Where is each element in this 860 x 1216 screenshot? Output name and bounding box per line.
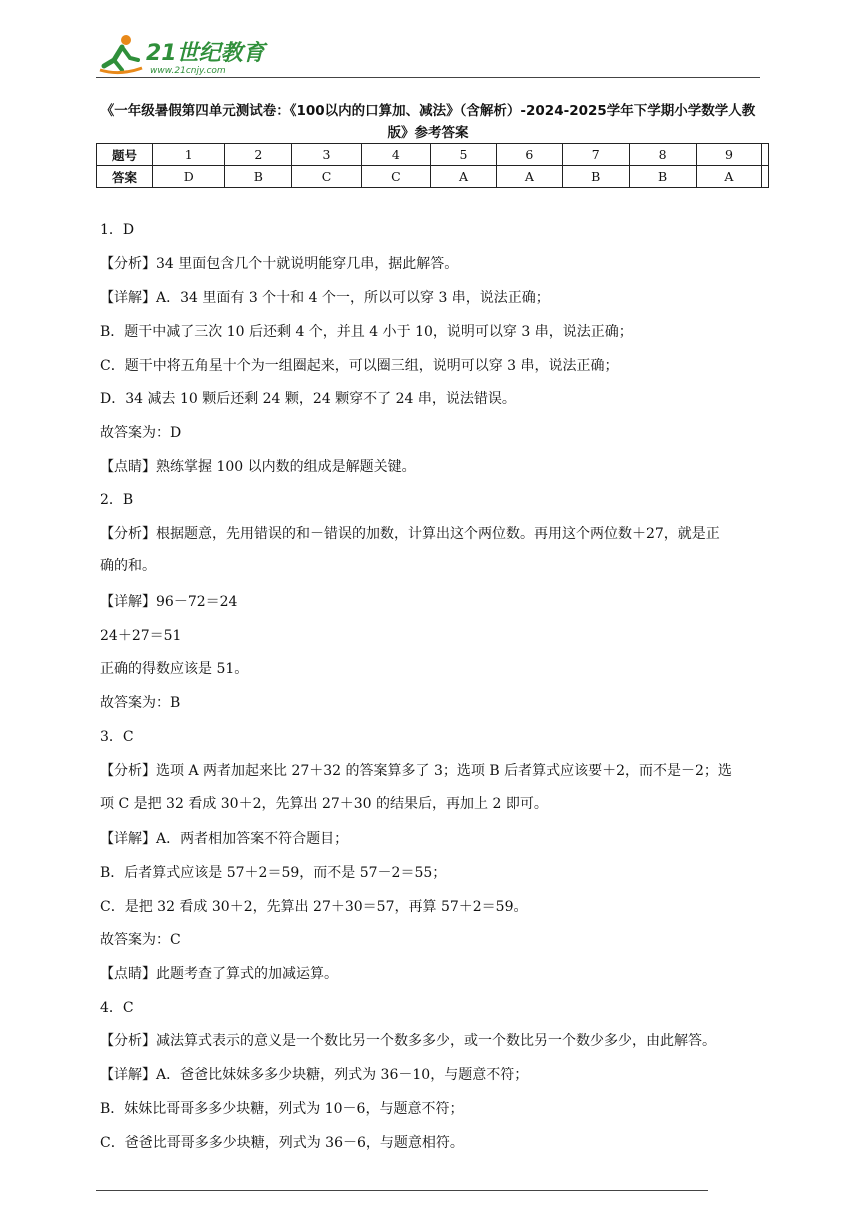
table-cell: B bbox=[629, 166, 696, 188]
site-logo bbox=[92, 30, 272, 78]
table-cell: B bbox=[225, 166, 292, 188]
table-row bbox=[97, 144, 769, 166]
detail-line: C．是把 32 看成 30＋2，先算出 27＋30＝57，再算 57＋2＝59。 bbox=[100, 899, 528, 915]
detail-line: B．题干中减了三次 10 后还剩 4 个，并且 4 小于 10，说明可以穿 3 串，说法正确； bbox=[100, 324, 633, 340]
analysis-line: 确的和。 bbox=[100, 558, 156, 574]
comment-line: 【点睛】此题考查了算式的加减运算。 bbox=[100, 966, 338, 982]
analysis-line: 【分析】34 里面包含几个十就说明能穿几串，据此解答。 bbox=[100, 256, 459, 272]
table-cell: A bbox=[431, 166, 497, 188]
question-4-heading: 4．C bbox=[100, 1000, 134, 1016]
logo-text: 21世纪教育 bbox=[146, 41, 265, 66]
analysis-line: 【分析】选项 A 两者加起来比 27＋32 的答案算多了 3；选项 B 后者算式应该要＋2，而不是－2；选 bbox=[100, 763, 732, 779]
logo-url: www.21cnjy.com bbox=[150, 66, 226, 76]
table-cell: 6 bbox=[496, 144, 562, 166]
detail-line: 【详解】A．34 里面有 3 个十和 4 个一，所以可以穿 3 串，说法正确； bbox=[100, 290, 550, 306]
table-cell: 7 bbox=[562, 144, 629, 166]
table-row bbox=[97, 166, 769, 188]
table-head-answer: 答案 bbox=[97, 166, 153, 188]
detail-line: 24＋27＝51 bbox=[100, 628, 182, 644]
answer-table bbox=[96, 143, 769, 188]
header-rule bbox=[96, 77, 760, 78]
table-cell: 1 bbox=[153, 144, 225, 166]
detail-line: 【详解】A．爸爸比妹妹多多少块糖，列式为 36－10，与题意不符； bbox=[100, 1067, 529, 1083]
answer-line: 故答案为：C bbox=[100, 932, 181, 948]
table-cell: 9 bbox=[696, 144, 762, 166]
table-cell: D bbox=[153, 166, 225, 188]
table-cell bbox=[762, 166, 769, 188]
footer-rule bbox=[96, 1190, 708, 1191]
table-cell bbox=[762, 144, 769, 166]
table-cell: 2 bbox=[225, 144, 292, 166]
question-3-heading: 3．C bbox=[100, 729, 134, 745]
table-cell: 3 bbox=[292, 144, 361, 166]
question-2-heading: 2．B bbox=[100, 492, 134, 508]
answer-line: 故答案为：D bbox=[100, 425, 182, 441]
detail-line: B．妹妹比哥哥多多少块糖，列式为 10－6，与题意不符； bbox=[100, 1101, 464, 1117]
detail-line: 【详解】A．两者相加答案不符合题目； bbox=[100, 831, 349, 847]
detail-line: B．后者算式应该是 57＋2＝59，而不是 57－2＝55； bbox=[100, 865, 447, 881]
table-cell: 4 bbox=[361, 144, 430, 166]
table-head-number: 题号 bbox=[97, 144, 153, 166]
analysis-line: 项 C 是把 32 看成 30＋2，先算出 27＋30 的结果后，再加上 2 即可。 bbox=[100, 796, 548, 812]
detail-line: 【详解】96－72＝24 bbox=[100, 594, 238, 610]
answer-line: 故答案为：B bbox=[100, 695, 181, 711]
table-cell: A bbox=[496, 166, 562, 188]
table-cell: C bbox=[361, 166, 430, 188]
table-cell: C bbox=[292, 166, 361, 188]
question-1-heading: 1．D bbox=[100, 222, 135, 238]
table-cell: 5 bbox=[431, 144, 497, 166]
analysis-line: 【分析】根据题意，先用错误的和－错误的加数，计算出这个两位数。再用这个两位数＋27，就是正 bbox=[100, 526, 720, 542]
detail-line: D．34 减去 10 颗后还剩 24 颗，24 颗穿不了 24 串，说法错误。 bbox=[100, 391, 516, 407]
detail-line: 正确的得数应该是 51。 bbox=[100, 661, 249, 677]
table-cell: 8 bbox=[629, 144, 696, 166]
table-cell: B bbox=[562, 166, 629, 188]
detail-line: C．爸爸比哥哥多多少块糖，列式为 36－6，与题意相符。 bbox=[100, 1135, 464, 1151]
detail-line: C．题干中将五角星十个为一组圈起来，可以圈三组，说明可以穿 3 串，说法正确； bbox=[100, 358, 619, 374]
comment-line: 【点睛】熟练掌握 100 以内数的组成是解题关键。 bbox=[100, 459, 416, 475]
document-title: 《一年级暑假第四单元测试卷：《100以内的口算加、减法》（含解析）-2024-2025学年下学期小学数学人教版》参考答案 bbox=[100, 103, 756, 141]
runner-icon bbox=[100, 35, 142, 73]
analysis-line: 【分析】减法算式表示的意义是一个数比另一个数多多少，或一个数比另一个数少多少，由此解答。 bbox=[100, 1033, 716, 1049]
table-cell: A bbox=[696, 166, 762, 188]
